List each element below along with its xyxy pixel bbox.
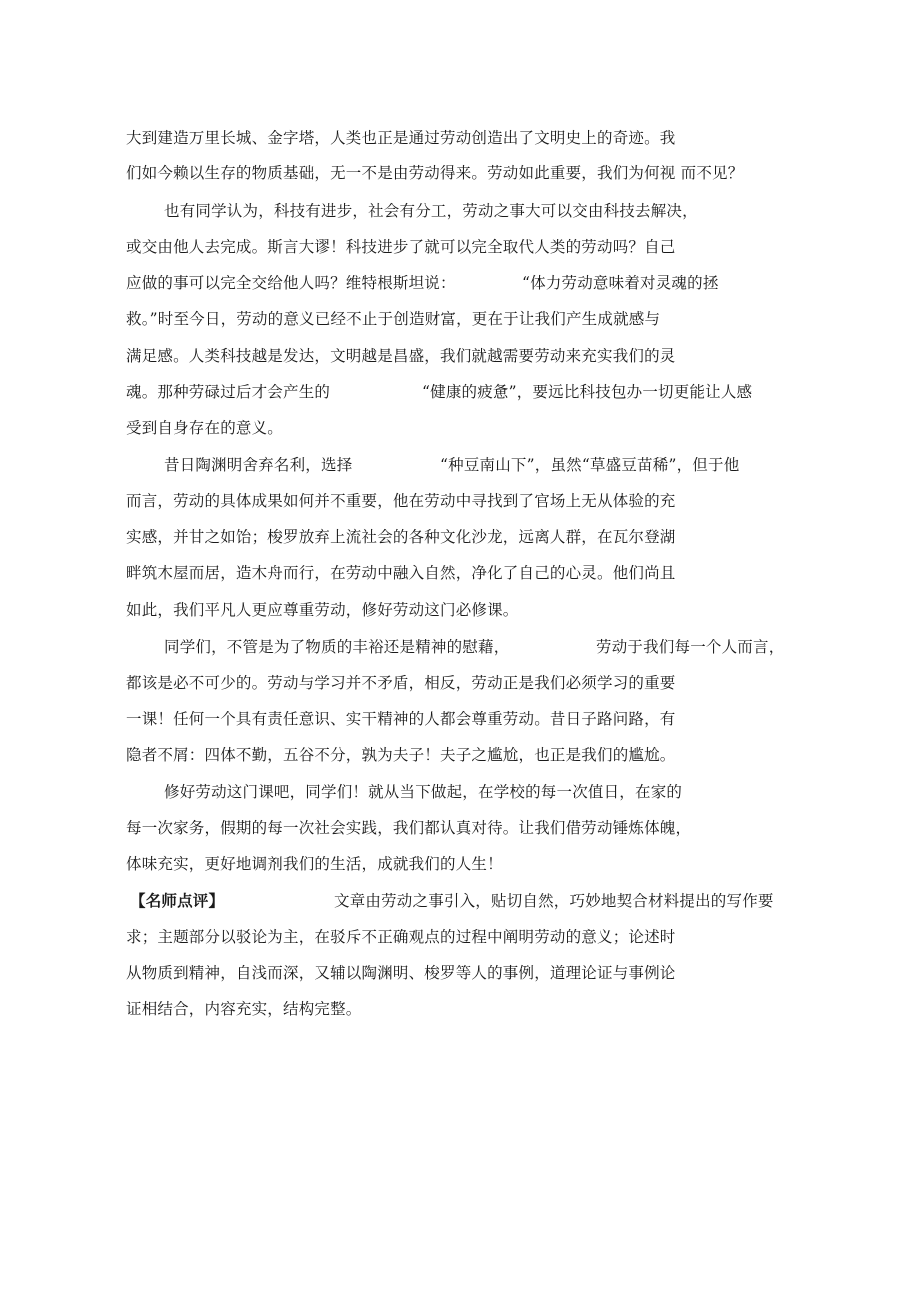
commentary-line-4: 证相结合，内容充实，结构完整。 — [126, 1000, 362, 1018]
essay-p3-line-2: 而言，劳动的具体成果如何并不重要，他在劳动中寻找到了官场上无从体验的充 — [126, 492, 676, 510]
essay-p1-line-2: 们如今赖以生存的物质基础，无一不是由劳动得来。劳动如此重要，我们为何视 而不见？ — [126, 164, 744, 182]
essay-p5-line-3: 体味充实，更好地调剂我们的生活，成就我们的人生！ — [126, 855, 503, 873]
commentary-line-2: 求；主题部分以驳论为主，在驳斥不正确观点的过程中阐明劳动的意义；论述时 — [126, 928, 676, 946]
essay-p2-line-3-text: 应做的事可以完全交给他人吗？维特根斯坦说： — [126, 274, 456, 292]
essay-p5-line-2: 每一次家务，假期的每一次社会实践，我们都认真对待。让我们借劳动锤炼体魄， — [126, 819, 692, 837]
essay-p3-line-1-text: 昔日陶渊明舍弃名利，选择 — [164, 456, 353, 474]
essay-p5-line-1: 修好劳动这门课吧，同学们！就从当下做起，在学校的每一次值日，在家的 — [164, 783, 683, 801]
essay-p4-line-4: 隐者不屑：四体不勤，五谷不分，孰为夫子！夫子之尴尬，也正是我们的尴尬。 — [126, 746, 676, 764]
essay-p4-line-1-tail: 劳动于我们每一个人而言， — [596, 638, 785, 656]
essay-p3-line-3: 实感，并甘之如饴；梭罗放弃上流社会的各种文化沙龙，远离人群，在瓦尔登湖 — [126, 528, 676, 546]
essay-p2-line-5: 满足感。人类科技越是发达，文明越是昌盛，我们就越需要劳动来充实我们的灵 — [126, 347, 676, 365]
essay-p2-line-4: 救。”时至今日，劳动的意义已经不止于创造财富，更在于让我们产生成就感与 — [126, 310, 661, 328]
essay-p3-line-4: 畔筑木屋而居，造木舟而行，在劳动中融入自然，净化了自己的心灵。他们尚且 — [126, 564, 676, 582]
essay-p3-line-5: 如此，我们平凡人更应尊重劳动，修好劳动这门必修课。 — [126, 601, 519, 619]
essay-p3-line-1-quote: “种豆南山下”，虽然“草盛豆苗稀”，但于他 — [440, 456, 740, 474]
essay-p2-line-2: 或交由他人去完成。斯言大谬！科技进步了就可以完全取代人类的劳动吗？自己 — [126, 238, 676, 256]
commentary-label: 【名师点评】 — [130, 891, 225, 910]
essay-p4-line-3: 一课！任何一个具有责任意识、实干精神的人都会尊重劳动。昔日子路问路，有 — [126, 710, 676, 728]
essay-p2-line-7: 受到自身存在的意义。 — [126, 419, 284, 437]
commentary-line-3: 从物质到精神，自浅而深，又辅以陶渊明、梭罗等人的事例，道理论证与事例论 — [126, 964, 676, 982]
essay-p4-line-1-text: 同学们，不管是为了物质的丰裕还是精神的慰藉， — [164, 638, 510, 656]
essay-p2-line-1: 也有同学认为，科技有进步，社会有分工，劳动之事大可以交由科技去解决， — [164, 202, 698, 220]
essay-p2-line-6-text: 魂。那种劳碌过后才会产生的 — [126, 383, 331, 401]
essay-p2-line-6-quote: “健康的疲惫”，要远比科技包办一切更能让人感 — [422, 383, 753, 401]
essay-p4-line-2: 都该是必不可少的。劳动与学习并不矛盾，相反，劳动正是我们必须学习的重要 — [126, 674, 676, 692]
essay-p1-line-1: 大到建造万里长城、金字塔，人类也正是通过劳动创造出了文明史上的奇迹。我 — [126, 129, 676, 147]
essay-p2-line-3-quote: “体力劳动意味着对灵魂的拯 — [522, 274, 719, 292]
commentary-text-1: 文章由劳动之事引入，贴切自然，巧妙地契合材料提出的写作要 — [334, 892, 774, 910]
